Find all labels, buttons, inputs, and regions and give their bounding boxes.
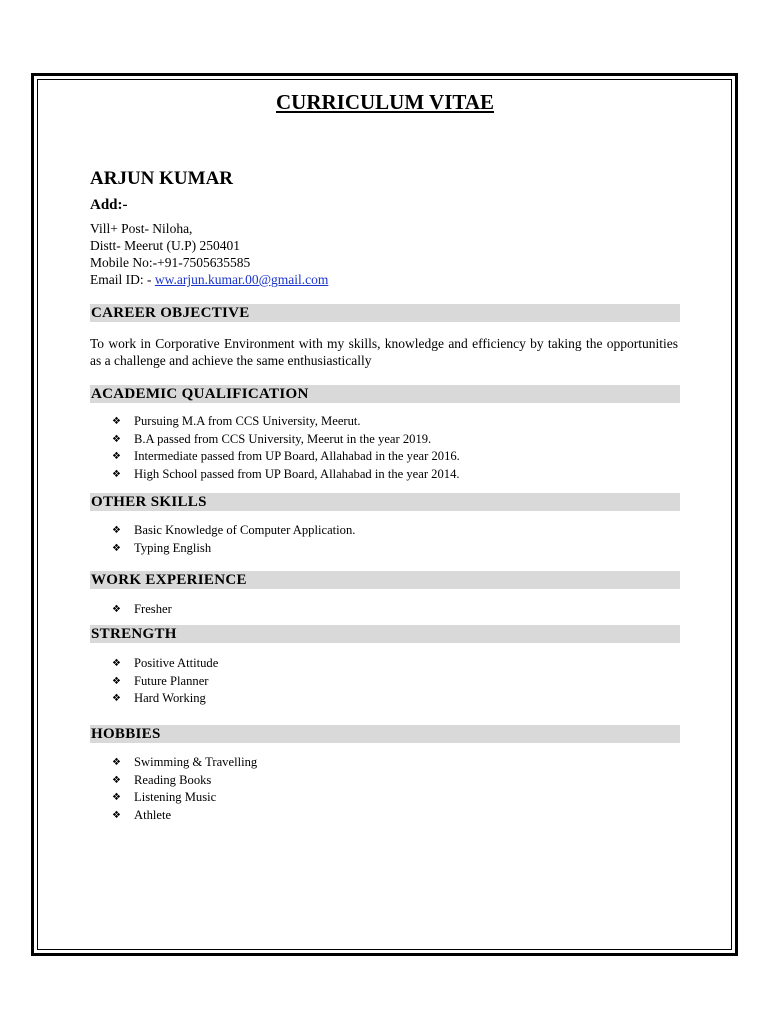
- diamond-bullet-icon: ❖: [112, 433, 121, 445]
- academic-list: [112, 413, 460, 483]
- section-heading-hobbies: HOBBIES: [90, 725, 680, 743]
- list-item: ❖ Basic Knowledge of Computer Application.: [112, 522, 355, 540]
- list-item: ❖ B.A passed from CCS University, Meerut in the year 2019.: [112, 431, 460, 449]
- list-item: ❖ Swimming & Travelling: [112, 754, 257, 772]
- section-heading-strength: STRENGTH: [90, 625, 680, 643]
- diamond-bullet-icon: ❖: [112, 757, 121, 768]
- section-heading-work-experience: WORK EXPERIENCE: [90, 571, 680, 589]
- diamond-bullet-icon: ❖: [112, 468, 121, 480]
- skills-list: [112, 522, 355, 557]
- strength-list: [112, 655, 218, 708]
- list-item: ❖ Reading Books: [112, 772, 257, 790]
- list-item: ❖ Future Planner: [112, 673, 218, 691]
- list-item: ❖ Fresher: [112, 601, 172, 619]
- diamond-bullet-icon: ❖: [112, 525, 121, 536]
- section-heading-other-skills: OTHER SKILLS: [90, 493, 680, 511]
- list-item: ❖ Listening Music: [112, 789, 257, 807]
- section-heading-career-objective: CAREER OBJECTIVE: [90, 304, 680, 322]
- section-heading-academic: ACADEMIC QUALIFICATION: [90, 385, 680, 403]
- address-line: Vill+ Post- Niloha,: [90, 221, 193, 236]
- diamond-bullet-icon: ❖: [112, 542, 121, 554]
- address-line: Distt- Meerut (U.P) 250401: [90, 238, 240, 253]
- list-item: ❖ Athlete: [112, 807, 257, 825]
- list-item: ❖ Positive Attitude: [112, 655, 218, 673]
- work-list: [112, 601, 172, 619]
- document-title: CURRICULUM VITAE: [276, 90, 494, 114]
- list-item: ❖ Intermediate passed from UP Board, Allahabad in the year 2016.: [112, 448, 460, 466]
- list-item: ❖ Pursuing M.A from CCS University, Meerut.: [112, 413, 460, 431]
- diamond-bullet-icon: ❖: [112, 675, 121, 687]
- diamond-bullet-icon: ❖: [112, 693, 121, 704]
- diamond-bullet-icon: ❖: [112, 416, 121, 427]
- mobile-line: Mobile No:-+91-7505635585: [90, 255, 251, 270]
- diamond-bullet-icon: ❖: [112, 774, 121, 786]
- career-objective-text: To work in Corporative Environment with my skills, knowledge and efficiency by taking the opportunities as a challenge and achieve the same enthusiastically: [90, 336, 678, 368]
- list-item: ❖ High School passed from UP Board, Allahabad in the year 2014.: [112, 466, 460, 484]
- list-item: ❖ Typing English: [112, 540, 355, 558]
- diamond-bullet-icon: ❖: [112, 792, 121, 803]
- list-item: ❖ Hard Working: [112, 690, 218, 708]
- address-label: Add:-: [90, 197, 128, 213]
- diamond-bullet-icon: ❖: [112, 604, 121, 615]
- diamond-bullet-icon: ❖: [112, 451, 121, 462]
- email-label: Email ID: -: [90, 272, 155, 287]
- address-block: [90, 220, 328, 288]
- diamond-bullet-icon: ❖: [112, 809, 121, 821]
- email-line: [90, 271, 328, 288]
- diamond-bullet-icon: ❖: [112, 658, 121, 669]
- email-link[interactable]: ww.arjun.kumar.00@gmail.com: [154, 272, 329, 287]
- hobbies-list: [112, 754, 257, 824]
- candidate-name: ARJUN KUMAR: [90, 168, 234, 189]
